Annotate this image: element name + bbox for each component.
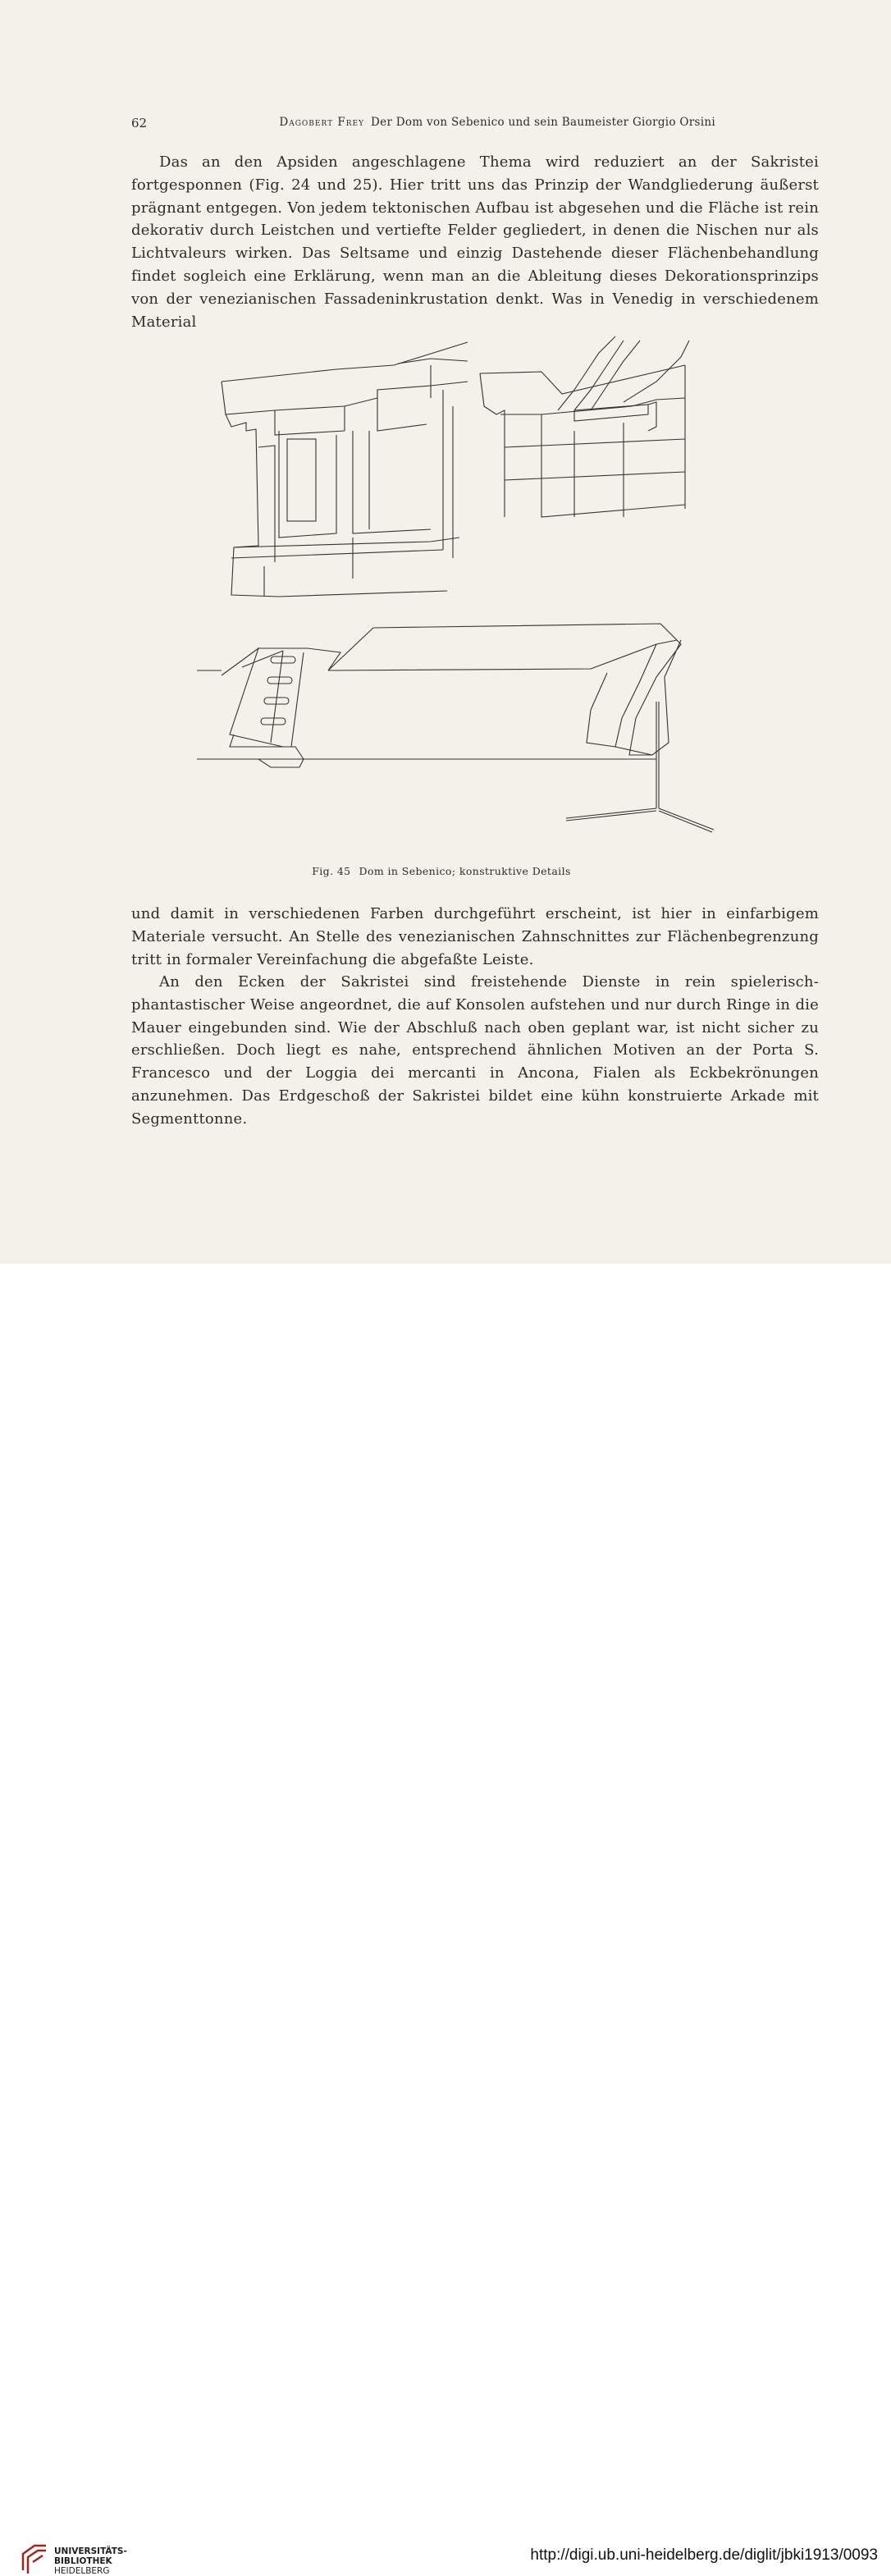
figure-label: Fig. 45 [312, 865, 351, 877]
figure-caption-text: Dom in Sebenico; konstruktive Details [359, 865, 571, 877]
library-line-3: HEIDELBERG [54, 2566, 110, 2576]
segmental-vault-block [197, 624, 714, 832]
library-line-2: BIBLIOTHEK [54, 2556, 112, 2566]
header-author: Dagobert Frey [279, 116, 365, 129]
source-url-link[interactable]: http://digi.ub.uni-heidelberg.de/diglit/jbki1913/0093 [530, 2546, 878, 2564]
digitization-footer [0, 1264, 891, 2576]
library-name [54, 2546, 127, 2576]
library-line-1: UNIVERSITÄTS- [54, 2546, 127, 2556]
paragraph-2: und damit in verschiedenen Farben durchgeführt erscheint, ist hier in einfarbigem Materiale versucht. An Stelle des venezianischen Zahnschnittes zur Flächenbegrenzung tritt in formaler Vereinfachung die abgefaßte Leiste. [131, 905, 819, 968]
figure-caption [0, 865, 891, 877]
running-header [131, 116, 715, 135]
page-number: 62 [131, 116, 148, 130]
library-logo-icon [18, 2542, 51, 2575]
cornice-block-left [222, 342, 468, 597]
paragraph-1: Das an den Apsiden angeschlagene Thema wird reduziert an der Sakristei fortgesponnen (Fig. 24 und 25). Hier tritt uns das Prinzip der Wandgliederung äußerst prägnant entgegen. Von jedem tektonischen Aufbau ist abgesehen und die Fläche ist rein dekorativ durch Leistchen und vertiefte Felder gegliedert, in denen die Nischen nur als Lichtvaleurs wirken. Das Seltsame und einzig Dastehende dieser Flächenbehandlung findet sogleich eine Erklärung, wenn man an die Ableitung dieses Dekorationsprinzips von der venezianischen Fassadeninkrustation denkt. Was in Venedig in verschiedenem Material [131, 153, 819, 331]
scanned-page [0, 0, 891, 1264]
paragraph-3: An den Ecken der Sakristei sind freistehende Dienste in rein spielerisch-phantastischer Weise angeordnet, die auf Konsolen aufstehen und nur durch Ringe in die Mauer eingebunden sind. Wie der Abschluß nach oben geplant war, ist nicht sicher zu erschließen. Doch liegt es nahe, entsprechend ähnlichen Motiven an der Porta S. Francesco und der Loggia dei mercanti in Ancona, Fialen als Eckbekrönungen anzunehmen. Das Erdgeschoß der Sakristei bildet eine kühn konstruierte Arkade mit Segmenttonne. [131, 973, 819, 1128]
architectural-figure [197, 332, 730, 858]
running-title [279, 116, 715, 129]
arch-springer-block [480, 336, 689, 517]
header-title: Der Dom von Sebenico und sein Baumeister Giorgio Orsini [371, 116, 715, 129]
